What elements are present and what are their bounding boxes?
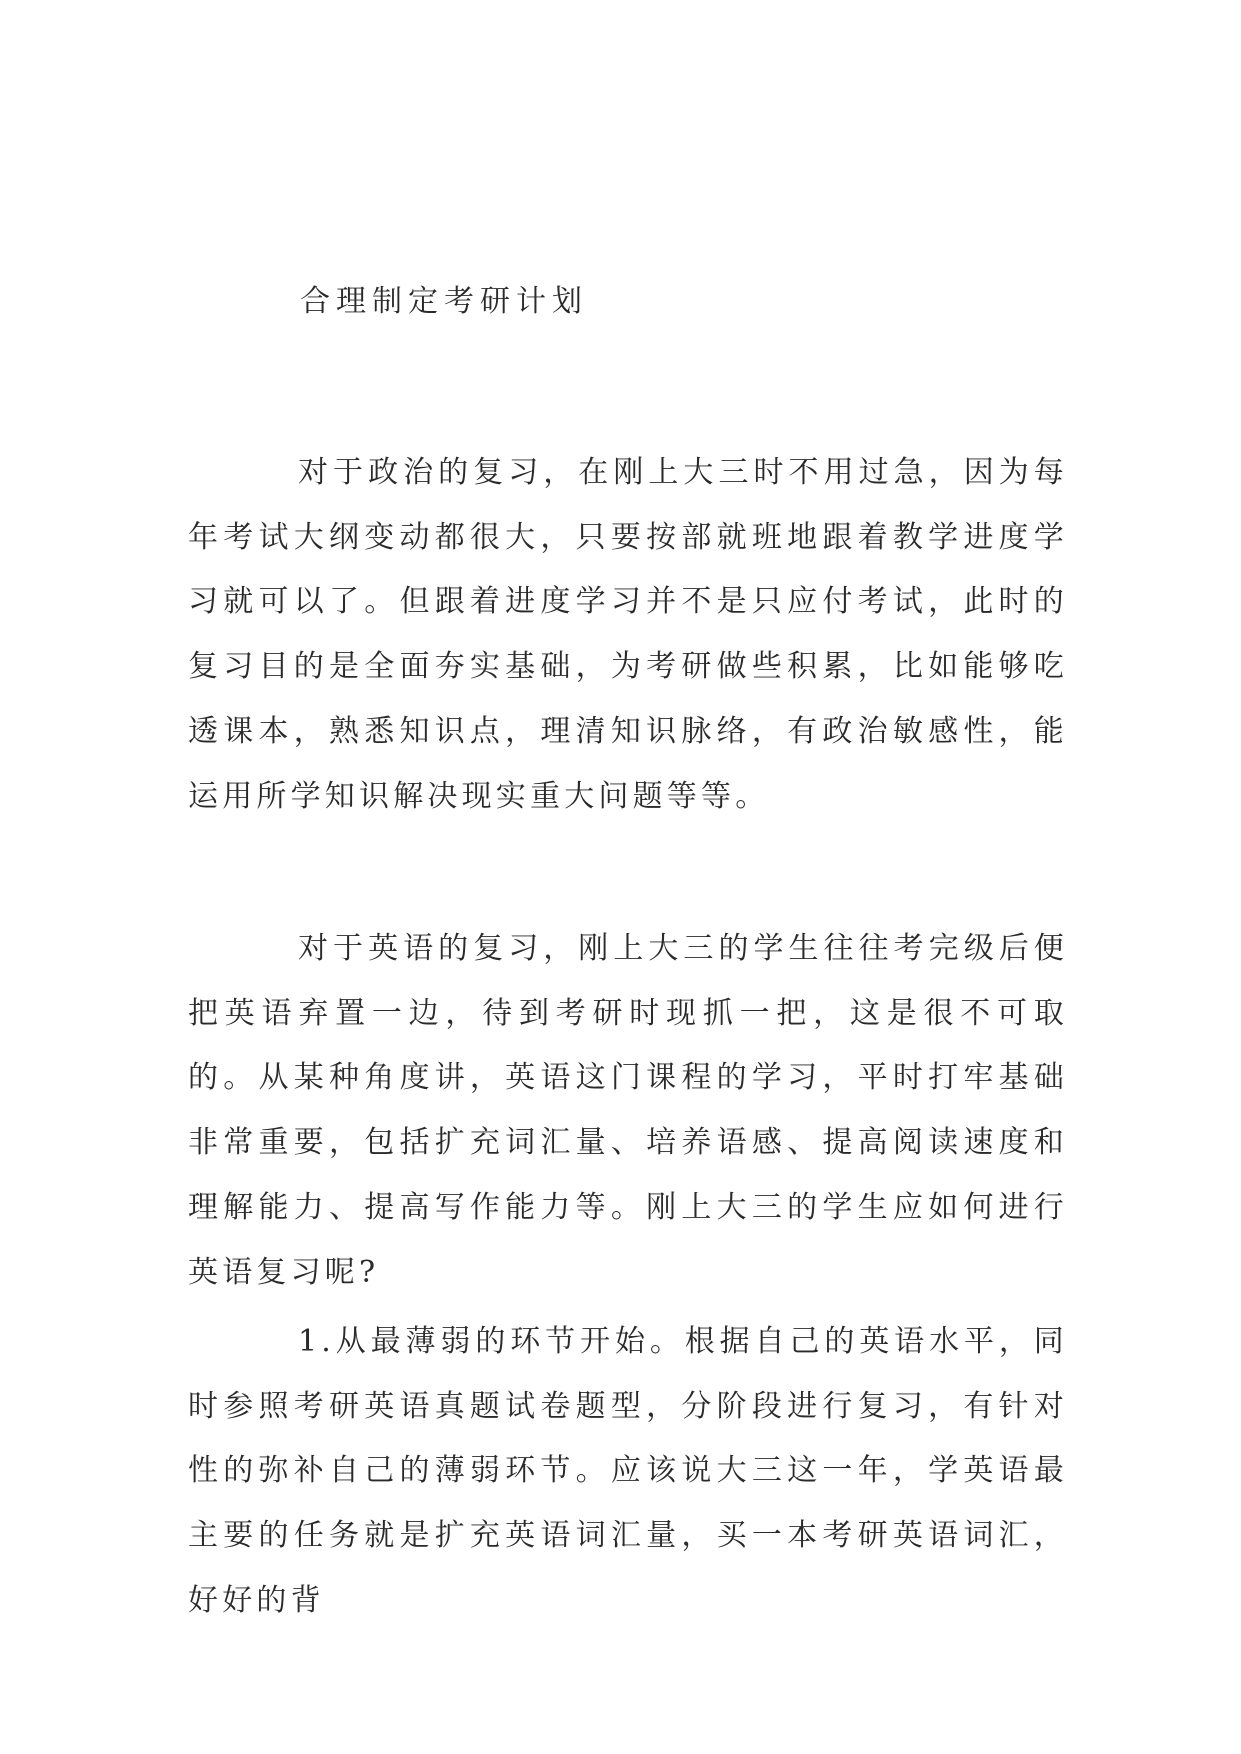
paragraph-politics: 对于政治的复习，在刚上大三时不用过急，因为每年考试大纲变动都很大，只要按部就班地跟着教学进度学习就可以了。但跟着进度学习并不是只应付考试，此时的复习目的是全面夯实基础，为考研做些积累，比如能够吃透课本，熟悉知识点，理清知识脉络，有政治敏感性，能运用所学知识解决现实重大问题等等。	[188, 455, 1068, 814]
paragraph-weak-points: 1.从最薄弱的环节开始。根据自己的英语水平，同时参照考研英语真题试卷题型，分阶段进行复习，有针对性的弥补自己的薄弱环节。应该说大三这一年，学英语最主要的任务就是扩充英语词汇量，买一本考研英语词汇，好好的背	[188, 1324, 1068, 1618]
paragraph-english: 对于英语的复习，刚上大三的学生往往考完级后便把英语弃置一边，待到考研时现抓一把，这是很不可取的。从某种角度讲，英语这门课程的学习，平时打牢基础非常重要，包括扩充词汇量、培养语感、提高阅读速度和理解能力、提高写作能力等。刚上大三的学生应如何进行英语复习呢?	[188, 931, 1068, 1290]
document-title: 合理制定考研计划	[300, 284, 588, 319]
